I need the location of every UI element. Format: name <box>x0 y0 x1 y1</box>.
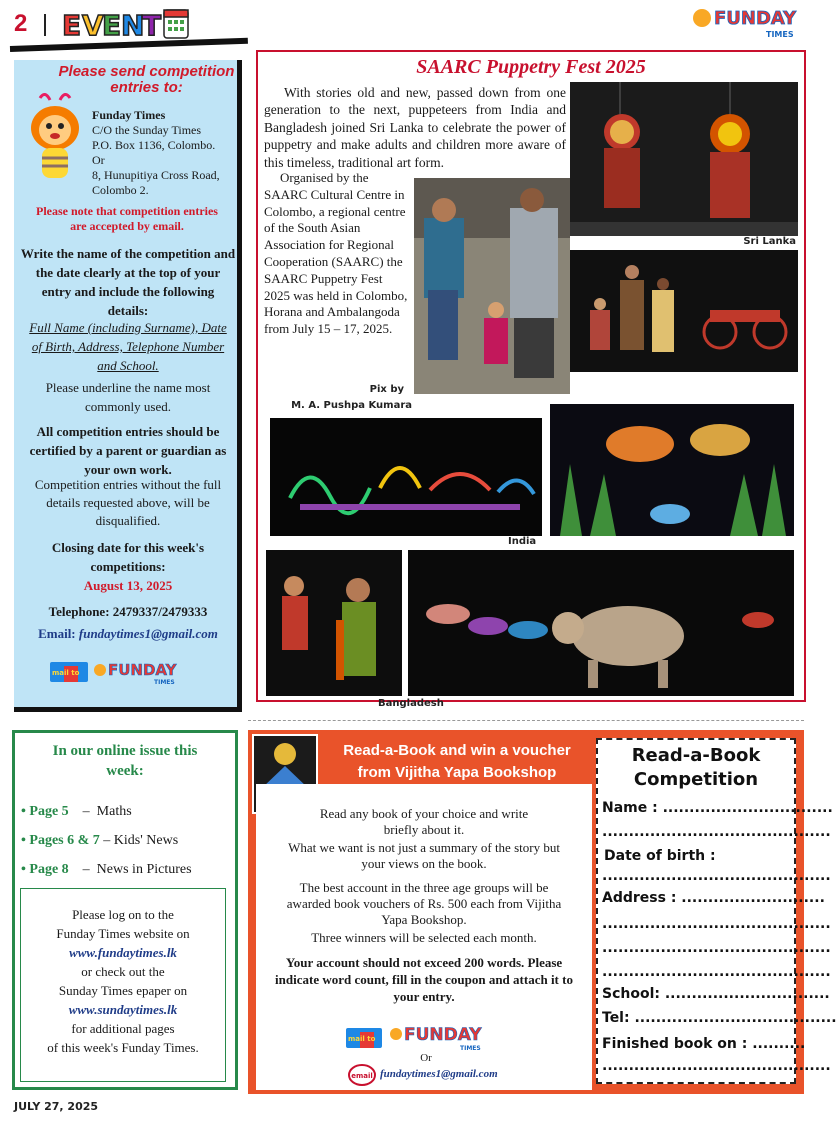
india-photo-1 <box>270 418 542 536</box>
or-text: Or <box>420 1052 432 1064</box>
disqualify-note: Competition entries without the full details requested above, will be disqualified. <box>34 477 222 528</box>
online-item[interactable]: • Page 8 – News in Pictures <box>21 862 192 877</box>
svg-text:T: T <box>142 9 162 42</box>
coupon-address-field[interactable]: Address : ........................... <box>602 890 825 906</box>
svg-text:TIMES: TIMES <box>766 30 794 39</box>
send-entries-title: Please send competition entries to: <box>58 63 235 96</box>
online-issue-list <box>21 797 235 884</box>
address-line: Colombo 2. <box>92 183 149 197</box>
event-section-logo <box>60 6 190 42</box>
rab-p1: Read any book of your choice and write briefly about it. <box>319 806 529 837</box>
online-item[interactable]: • Page 5 – Maths <box>21 804 132 819</box>
event-title: SAARC Puppetry Fest 2025 <box>416 56 646 78</box>
coupon-finished-field[interactable]: Finished book on : .......... <box>602 1036 806 1052</box>
address-line: 8, Hunupitiya Cross Road, <box>92 168 220 182</box>
certify-note: All competition entries should be certified by a parent or guardian as your own work. <box>29 424 227 477</box>
website-info-line: of this week's Funday Times. <box>47 1040 199 1055</box>
caption-sri-lanka: Sri Lanka <box>743 236 796 247</box>
email-link[interactable]: fundaytimes1@gmail.com <box>78 626 218 641</box>
closing-date: August 13, 2025 <box>83 578 173 593</box>
coupon-title <box>598 744 794 792</box>
event-article <box>256 50 806 709</box>
coupon-finished-field-2[interactable]: ........................................... <box>602 1058 831 1074</box>
read-a-book-heading-2: from Vijitha Yapa Bookshop <box>357 764 557 781</box>
rab-p3: The best account in the three age groups will be awarded book vouchers of Rs. 500 each from Vijitha Yapa Bookshop. <box>286 880 562 927</box>
sri-lanka-photo-1 <box>570 82 798 236</box>
required-details: Full Name (including Surname), Date of Birth, Address, Telephone Number and School. <box>29 320 227 373</box>
svg-text:E: E <box>102 9 122 42</box>
online-item-sep: – <box>103 833 111 848</box>
rab-p5: Your account should not exceed 200 words. Please indicate word count, fill in the coupon and attach it to your entry. <box>275 955 573 1004</box>
coupon-name-field-2[interactable]: ........................................... <box>602 824 831 840</box>
mail-logo-text: mail to <box>52 669 80 677</box>
india-photo-2 <box>550 404 794 536</box>
mailing-address <box>92 108 240 198</box>
online-item-sep: – <box>82 804 90 819</box>
caption-bangladesh: Bangladesh <box>378 698 444 709</box>
coupon-address-field-2[interactable]: ........................................... <box>602 916 831 932</box>
rab-p4: Three winners will be selected each month. <box>311 930 537 945</box>
coupon-dob-label: Date of birth : <box>604 848 716 864</box>
address-line: C/O the Sunday Times <box>92 123 202 137</box>
funday-times-logo <box>690 2 800 42</box>
coupon-address-field-3[interactable]: ........................................... <box>602 940 831 956</box>
mail-logo-text: mail to <box>348 1035 376 1043</box>
email-icon-text: email <box>351 1072 373 1080</box>
coupon-name-field[interactable]: Name : ................................ <box>602 800 833 816</box>
coupon-school-field[interactable]: School: ............................... <box>602 986 830 1002</box>
page-number: 2 <box>14 10 28 37</box>
address-line: Funday Times <box>92 108 166 122</box>
rab-mail-logos <box>344 1020 504 1052</box>
read-a-book-body <box>256 784 592 1090</box>
address-line: Or <box>92 153 105 167</box>
email-row <box>18 626 238 642</box>
read-a-book-coupon <box>596 738 837 1084</box>
website-info-line: Funday Times website on <box>56 926 190 941</box>
pix-by: Pix by <box>369 384 404 395</box>
online-item-sep: – <box>82 862 90 877</box>
closing-date-label: Closing date for this week's competitions: <box>51 540 205 574</box>
website-info-line: or check out the <box>81 964 165 979</box>
competition-entries-panel <box>14 60 242 712</box>
event-details: Organised by the SAARC Cultural Centre in Colombo, a regional centre of the South Asian Association for Regional Cooperation (SAARC) the SAARC Puppetry Fest 2025 was held in Colombo, Horana and Ambalangoda from July 15 – 17, 2025. <box>264 170 408 337</box>
email-icon <box>348 1064 376 1086</box>
underline-note: Please underline the name most commonly used. <box>45 380 211 414</box>
online-item-topic: Kids' News <box>113 833 179 848</box>
svg-text:FUNDAY: FUNDAY <box>714 8 797 29</box>
header-divider <box>44 14 46 36</box>
email-accepted-note: Please note that competition entries are accepted by email. <box>36 204 218 233</box>
funday-logo-text: FUNDAY <box>404 1025 482 1045</box>
email-label: Email: <box>38 626 76 641</box>
read-a-book-header <box>322 740 592 784</box>
bangladesh-photo-1 <box>266 550 402 696</box>
coupon-tel-field[interactable]: Tel: ...................................... <box>602 1010 837 1026</box>
address-line: P.O. Box 1136, Colombo. <box>92 138 216 152</box>
lion-mascot-icon <box>20 86 90 186</box>
online-item-page: Pages 6 & 7 <box>29 833 100 848</box>
svg-text:E: E <box>62 9 82 42</box>
kids-puppet-photo <box>414 178 570 394</box>
coupon-title-2: Competition <box>633 769 759 790</box>
read-a-book-heading-1: Read-a-Book and win a voucher <box>343 742 571 759</box>
online-item-topic: Maths <box>96 804 132 819</box>
online-item-page: Page 5 <box>29 804 69 819</box>
sri-lanka-photo-2 <box>570 250 798 372</box>
bangladesh-photo-2 <box>408 550 794 696</box>
online-item-topic: News in Pictures <box>96 862 192 877</box>
website-info-line: Please log on to the <box>72 907 174 922</box>
instructions-text: Write the name of the competition and the date clearly at the top of your entry and include the following details: <box>20 246 236 318</box>
funday-website-link[interactable]: www.fundaytimes.lk <box>69 945 177 960</box>
online-issue-title: In our online issue this week: <box>52 743 198 779</box>
website-info-line: Sunday Times epaper on <box>58 983 188 998</box>
funday-logo-sub: TIMES <box>154 679 175 686</box>
website-info-box <box>20 888 226 1082</box>
issue-date: JULY 27, 2025 <box>14 1100 99 1113</box>
svg-text:V: V <box>82 9 104 42</box>
coupon-dob-field[interactable]: ........................................... <box>602 868 831 884</box>
rab-email-link[interactable]: fundaytimes1@gmail.com <box>380 1068 498 1080</box>
photographer: M. A. Pushpa Kumara <box>291 400 412 411</box>
rab-p2: What we want is not just a summary of the story but your views on the book. <box>288 840 560 871</box>
online-item-page: Page 8 <box>29 862 69 877</box>
sunday-times-link[interactable]: www.sundaytimes.lk <box>68 1002 178 1017</box>
website-info-line: for additional pages <box>71 1021 175 1036</box>
funday-logo-sub: TIMES <box>460 1045 481 1052</box>
mail-funday-logos <box>48 656 198 686</box>
coupon-title-1: Read-a-Book <box>631 745 761 766</box>
funday-logo-text: FUNDAY <box>108 661 177 679</box>
caption-india: India <box>508 536 537 547</box>
coupon-address-field-4[interactable]: ........................................... <box>602 964 831 980</box>
online-item[interactable]: • Pages 6 & 7 – Kids' News <box>21 833 179 848</box>
telephone: Telephone: 2479337/2479333 <box>48 604 208 619</box>
svg-text:N: N <box>121 9 145 42</box>
event-intro: With stories old and new, passed down from one generation to the next, puppeteers from India and Bangladesh joined Sri Lanka to celebrate the power of puppetry and make adults and children more aware of this timeless, traditional art form. <box>264 85 566 170</box>
section-separator <box>248 720 804 721</box>
